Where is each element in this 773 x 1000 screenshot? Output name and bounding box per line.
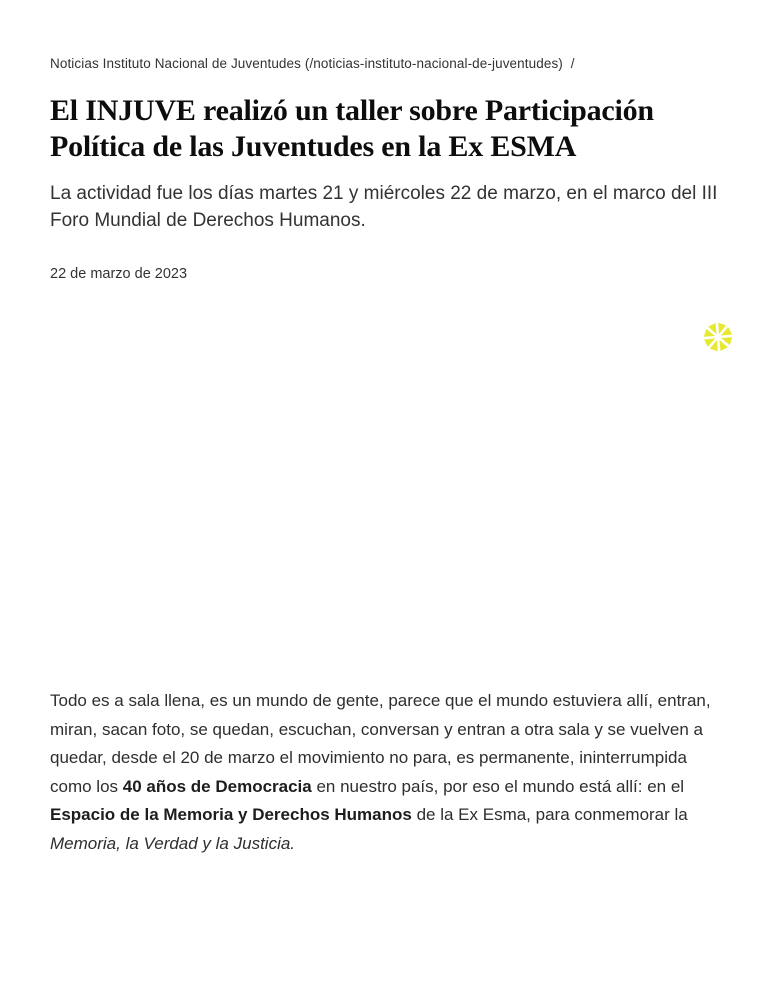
article-image-placeholder bbox=[50, 291, 723, 687]
body-segment-bold-democracia: 40 años de Democracia bbox=[122, 776, 312, 796]
body-segment-italic-memoria-verdad-justicia: Memoria, la Verdad y la Justicia. bbox=[50, 833, 296, 853]
breadcrumb-link-url-text: (/noticias-instituto-nacional-de-juventudes) bbox=[304, 56, 563, 71]
page-title: El INJUVE realizó un taller sobre Participación Política de las Juventudes en la Ex ESMA bbox=[50, 94, 654, 163]
article-content-column bbox=[50, 0, 723, 858]
breadcrumb bbox=[50, 0, 723, 72]
breadcrumb-separator: / bbox=[570, 56, 575, 71]
breadcrumb-link-noticias[interactable]: Noticias Instituto Nacional de Juventudes bbox=[50, 56, 301, 71]
body-segment-2: en nuestro país, por eso el mundo está allí: en el bbox=[311, 776, 685, 796]
body-segment-4: de la Ex Esma, para conmemorar la bbox=[411, 805, 688, 824]
body-segment-bold-espacio-memoria: Espacio de la Memoria y Derechos Humanos bbox=[50, 805, 412, 824]
article-body-paragraph bbox=[50, 687, 723, 858]
article-subtitle: La actividad fue los días martes 21 y miércoles 22 de marzo, en el marco del III Foro Mundial de Derechos Humanos. bbox=[50, 183, 718, 231]
article-date: 22 de marzo de 2023 bbox=[50, 266, 188, 282]
body-segment-0: Todo es a sala llena, es un mundo de gente, parece que el mundo estuviera allí, entran, miran, sacan foto, se quedan, escuchan, conversan y entran a otra sala y se vuelven a quedar, desde el 20 de marzo el movimiento no para, es permanente, ininterrumpida como los bbox=[50, 691, 711, 796]
loading-spinner-icon bbox=[702, 321, 734, 353]
